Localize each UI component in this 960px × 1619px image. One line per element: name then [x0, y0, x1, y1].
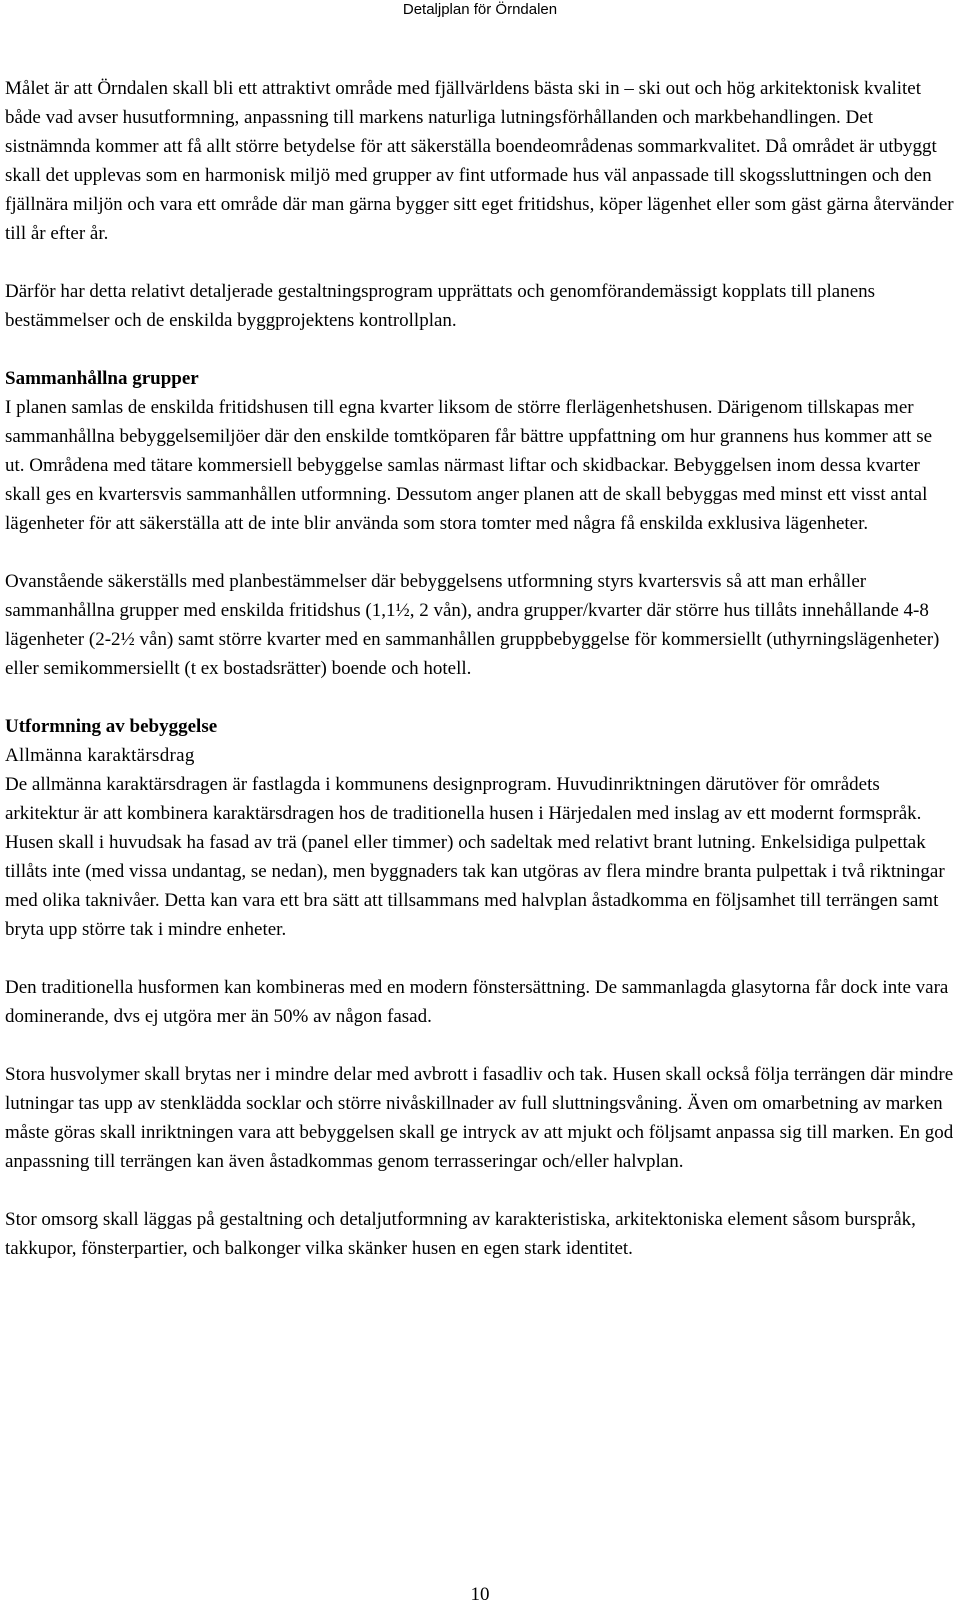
section-utformning-av-bebyggelse — [5, 712, 955, 944]
section-heading: Utformning av bebyggelse — [5, 716, 218, 737]
section-paragraph: De allmänna karaktärsdragen är fastlagda i kommunens designprogram. Huvudinriktningen därutöver för områdets arkitektur är att kombinera karaktärsdragen hos de traditionella husen i Härjedalen med inslag av ett modernt formspråk. Husen skall i huvudsak ha fasad av trä (panel eller timmer) och sadeltak med relativt brant lutning. Enkelsidiga pulpettak tillåts inte (med vissa undantag, se nedan), men byggnaders tak kan utgöras av flera mindre branta pulpettak i två riktningar med olika taknivåer. Detta kan vara ett bra sätt att tillsammans med halvplan åstadkomma en följsamhet till terrängen samt bryta upp större tak i mindre enheter. — [5, 774, 945, 940]
intro-paragraph-1: Målet är att Örndalen skall bli ett attraktivt område med fjällvärldens bästa ski in – ski out och hög arkitektonisk kvalitet både vad avser husutformning, anpassning till markens naturliga lutningsförhållanden och markbehandlingen. Det sistnämnda kommer att få allt större betydelse för att säkerställa boendeområdenas sommarkvalitet. Då området är utbyggt skall det upplevas som en harmonisk miljö med grupper av fint utformade hus väl anpassade till skogssluttningen och den fjällnära miljön och vara ett område där man gärna bygger sitt eget fritidshus, köper lägenhet eller som gäst gärna återvänder till år efter år. — [5, 78, 954, 244]
section-paragraph: Stor omsorg skall läggas på gestaltning och detaljutformning av karakteristiska, arkitektoniska element såsom burspråk, takkupor, fönsterpartier, och balkonger vilka skänker husen en egen stark identitet. — [5, 1209, 916, 1259]
section-subheading: Allmänna karaktärsdrag — [5, 745, 195, 766]
section-sammanhallna-grupper — [5, 364, 955, 538]
running-header: Detaljplan för Örndalen — [402, 1, 558, 18]
page-number: 10 — [470, 1584, 490, 1605]
intro-paragraph-2: Därför har detta relativt detaljerade gestaltningsprogram upprättats och genomförandemässigt kopplats till planens bestämmelser och de enskilda byggprojektens kontrollplan. — [5, 281, 876, 331]
section-paragraph: Ovanstående säkerställs med planbestämmelser där bebyggelsens utformning styrs kvartersvis så att man erhåller sammanhållna grupper med enskilda fritidshus (1,1½, 2 vån), andra grupper/kvarter där större hus tillåts innehållande 4-8 lägenheter (2-2½ vån) samt större kvarter med en sammanhållen gruppbebyggelse för kommersiellt (uthyrningslägenheter) eller semikommersiellt (t ex bostadsrätter) boende och hotell. — [5, 571, 940, 679]
section-heading: Sammanhållna grupper — [5, 368, 199, 389]
section-paragraph: I planen samlas de enskilda fritidshusen till egna kvarter liksom de större flerlägenhetshusen. Därigenom tillskapas mer sammanhållna bebyggelsemiljöer där den enskilde tomtköparen får bättre uppfattning om hur grannens hus kommer att se ut. Områdena med tätare kommersiell bebyggelse samlas närmast liftar och skidbackar. Bebyggelsen inom dessa kvarter skall ges en kvartersvis sammanhållen utformning. Dessutom anger planen att de skall bebyggas med minst ett visst antal lägenheter för att säkerställa att de inte blir använda som stora tomter med några få enskilda exklusiva lägenheter. — [5, 397, 933, 534]
section-paragraph: Den traditionella husformen kan kombineras med en modern fönstersättning. De sammanlagda glasytorna får dock inte vara dominerande, dvs ej utgöra mer än 50% av någon fasad. — [5, 977, 949, 1027]
section-paragraph: Stora husvolymer skall brytas ner i mindre delar med avbrott i fasadliv och tak. Husen skall också följa terrängen där mindre lutningar tas upp av stenklädda socklar och större nivåskillnader av full sluttningsvåning. Även om omarbetning av marken måste göras skall inriktningen vara att bebyggelsen skall ge intryck av att mjukt och följsamt anpassa sig till marken. En god anpassning till terrängen kan även åstadkommas genom terrasseringar och/eller halvplan. — [5, 1064, 954, 1172]
document-body — [5, 74, 955, 1263]
